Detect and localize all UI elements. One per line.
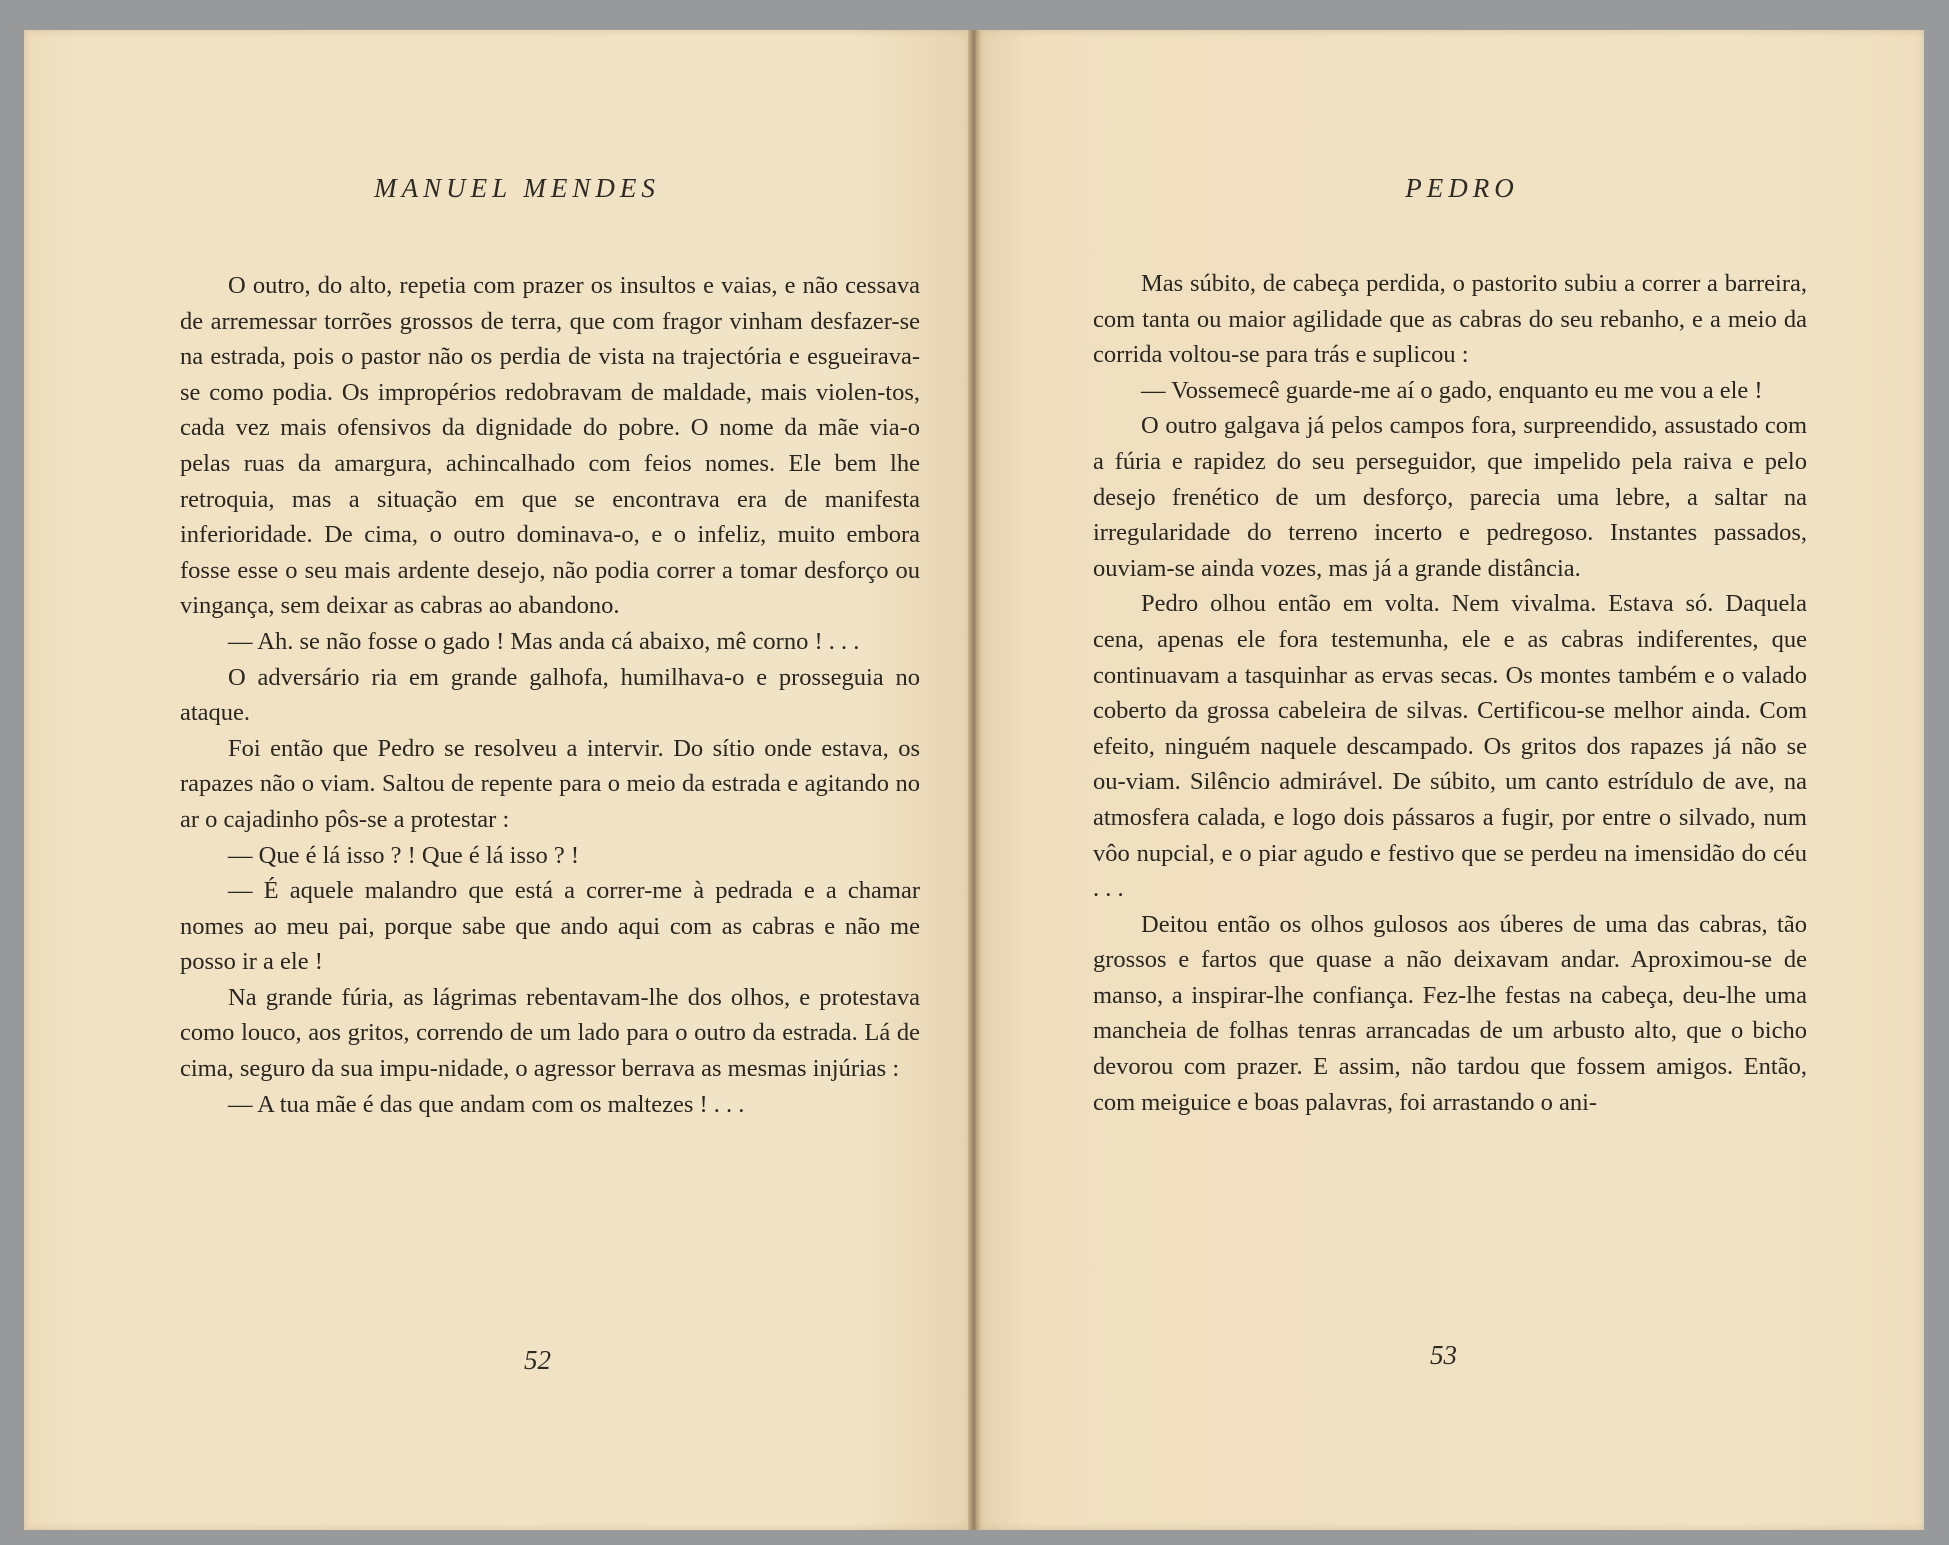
paragraph: Deitou então os olhos gulosos aos úberes de uma das cabras, tão grossos e fartos que quase a não deixavam andar. Aproximou-se de manso, a inspirar-lhe confiança. Fez-lhe festas na cabeça, deu-lhe uma mancheia de folhas tenras arrancadas de um arbusto alto, que o bicho devorou com prazer. E assim, não tardou que fossem amigos. Então, com meiguice e boas palavras, foi arrastando o ani- bbox=[1093, 910, 1807, 1116]
page-number-left: 52 bbox=[524, 1345, 551, 1375]
paragraph: O outro, do alto, repetia com prazer os insultos e vaias, e não cessava de arremessar torrões grossos de terra, que com fragor vinham desfazer-se na estrada, pois o pastor não os perdia de vista na trajectória e esgueirava-se como podia. Os impropérios redobravam de maldade, mais violen-tos, cada vez mais ofensivos da dignidade do pobre. O nome da mãe via-o pelas ruas da amargura, achincalhado com feios nomes. Ele bem lhe retroquia, mas a situação em que se encontrava era de manifesta inferioridade. De cima, o outro dominava-o, e o infeliz, muito embora fosse esse o seu mais ardente desejo, não podia correr a tomar desforço ou vingança, sem deixar as cabras ao abandono. bbox=[180, 272, 920, 620]
right-page bbox=[980, 30, 1924, 1530]
paragraph: O outro galgava já pelos campos fora, surpreendido, assustado com a fúria e rapidez do seu perseguidor, que impelido pela raiva e pelo desejo frenético de um desforço, parecia uma lebre, a saltar na irregularidade do terreno incerto e pedregoso. Instantes passados, ouviam-se ainda vozes, mas já a grande distância. bbox=[1093, 412, 1807, 582]
paragraph: Pedro olhou então em volta. Nem vivalma. Estava só. Daquela cena, apenas ele fora testemunha, ele e as cabras indiferentes, que continuavam a tasquinhar as ervas secas. Os montes também e o valado coberto da grossa cabeleira de silvas. Certificou-se melhor ainda. Com efeito, ninguém naquele descampado. Os gritos dos rapazes já não se ou-viam. Silêncio admirável. De súbito, um canto estrídulo de ave, na atmosfera calada, e logo dois pássaros a fugir, por entre o silvado, num vôo nupcial, e o piar agudo e festivo que se perdeu na imensidão do céu . . . bbox=[1093, 590, 1807, 903]
paragraph: — Ah. se não fosse o gado ! Mas anda cá abaixo, mê corno ! . . . bbox=[228, 627, 860, 655]
running-head-right: PEDRO bbox=[1405, 173, 1519, 203]
paragraph: Foi então que Pedro se resolveu a intervir. Do sítio onde estava, os rapazes não o viam. Saltou de repente para o meio da estrada e agitando no ar o cajadinho pôs-se a protestar : bbox=[180, 734, 920, 833]
book-spread bbox=[24, 30, 1924, 1530]
page-number-right: 53 bbox=[1430, 1340, 1457, 1370]
paragraph: — A tua mãe é das que andam com os maltezes ! . . . bbox=[228, 1090, 745, 1118]
running-head-left: MANUEL MENDES bbox=[374, 173, 660, 203]
paragraph: — Que é lá isso ? ! Que é lá isso ? ! bbox=[228, 841, 580, 869]
left-page bbox=[24, 30, 970, 1530]
right-page-text bbox=[1093, 266, 1807, 1120]
paragraph: O adversário ria em grande galhofa, humilhava-o e prosseguia no ataque. bbox=[180, 663, 920, 727]
left-page-text bbox=[180, 268, 920, 1122]
paragraph: Na grande fúria, as lágrimas rebentavam-lhe dos olhos, e protestava como louco, aos gritos, correndo de um lado para o outro da estrada. Lá de cima, seguro da sua impu-nidade, o agressor berrava as mesmas injúrias : bbox=[180, 983, 920, 1083]
paragraph: — É aquele malandro que está a correr-me à pedrada e a chamar nomes ao meu pai, porque sabe que ando aqui com as cabras e não me posso ir a ele ! bbox=[180, 877, 920, 976]
paragraph: — Vossemecê guarde-me aí o gado, enquanto eu me vou a ele ! bbox=[1141, 376, 1763, 404]
paragraph: Mas súbito, de cabeça perdida, o pastorito subiu a correr a barreira, com tanta ou maior agilidade que as cabras do seu rebanho, e a meio da corrida voltou-se para trás e suplicou : bbox=[1093, 270, 1807, 369]
